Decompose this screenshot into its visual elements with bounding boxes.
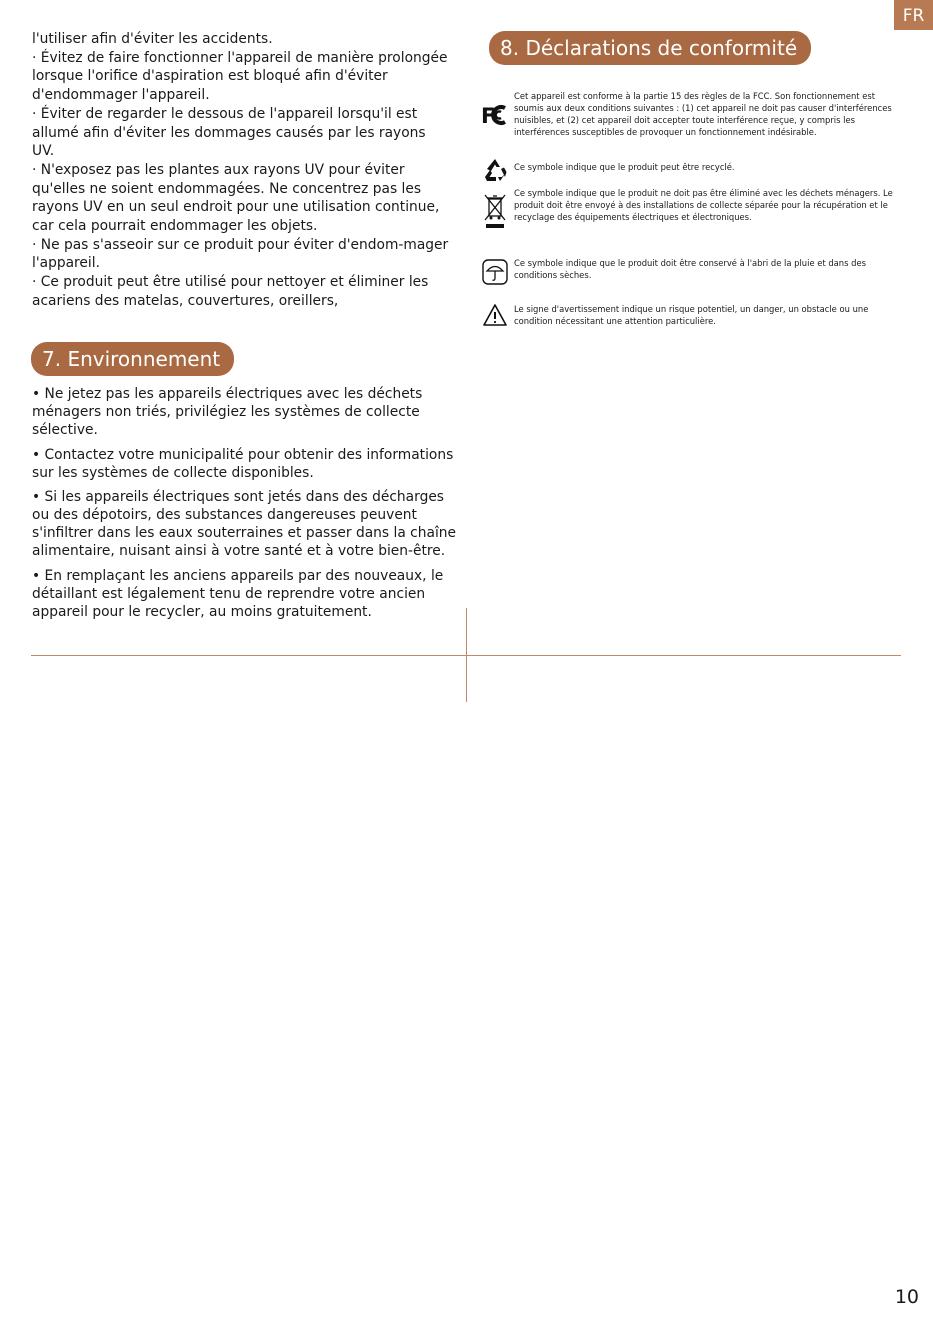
fcc-icon — [476, 90, 514, 126]
decl-text: Ce symbole indique que le produit peut être recyclé. — [514, 162, 735, 172]
paragraph: • En remplaçant les anciens appareils par des nouveaux, le détaillant est légalement tenu de reprendre votre ancien appareil pour le recycler, au moins gratuitement. — [32, 567, 444, 620]
umbrella-icon — [476, 257, 514, 285]
section-8-heading: 8. Déclarations de conformité — [489, 31, 811, 65]
decl-item-recycle — [476, 161, 896, 187]
paragraph: · Éviter de regarder le dessous de l'appareil lorsqu'il est allumé afin d'éviter les dommages causés par les rayons UV. — [32, 105, 426, 160]
paragraph: · Ne pas s'asseoir sur ce produit pour éviter d'endom-mager l'appareil. — [32, 236, 449, 272]
paragraph: · N'exposez pas les plantes aux rayons UV pour éviter qu'elles ne soient endommagées. Ne concentrez pas les rayons UV en un seul endroit pour une utilisation continue, car cela pourrait endommager les objets. — [32, 161, 440, 235]
language-tab: FR — [894, 0, 933, 30]
decl-item-umbrella — [476, 257, 896, 303]
page-number: 10 — [894, 1286, 919, 1308]
section-7-heading: 7. Environnement — [31, 342, 234, 376]
paragraph: • Ne jetez pas les appareils électriques avec les déchets ménagers non triés, privilégiez les systèmes de collecte sélective. — [32, 386, 423, 438]
decl-text: Le signe d'avertissement indique un risque potentiel, un danger, un obstacle ou une condition nécessitant une attention particulière. — [514, 304, 869, 326]
left-intro-text — [32, 30, 452, 311]
decl-item-fcc — [476, 90, 896, 150]
decl-item-warning — [476, 303, 896, 333]
paragraph: • Contactez votre municipalité pour obtenir des informations sur les systèmes de collecte disponibles. — [32, 446, 454, 481]
paragraph: · Ce produit peut être utilisé pour nettoyer et éliminer les acariens des matelas, couvertures, oreillers, — [32, 274, 429, 309]
paragraph: l'utiliser afin d'éviter les accidents. — [32, 31, 273, 47]
decl-text: Ce symbole indique que le produit doit être conservé à l'abri de la pluie et dans des conditions sèches. — [514, 258, 866, 280]
section-7-body — [32, 385, 457, 627]
decl-item-weee — [476, 187, 896, 257]
svg-text:F: F — [481, 104, 496, 126]
paragraph: • Si les appareils électriques sont jetés dans des décharges ou des dépotoirs, des substances dangereuses peuvent s'infiltrer dans les eaux souterraines et passer dans la chaîne alimentaire, nuisant ainsi à votre santé et à votre bien-être. — [32, 489, 457, 559]
recycle-icon — [476, 157, 514, 183]
decl-text: Ce symbole indique que le produit ne doit pas être éliminé avec les déchets ménagers. Le produit doit être envoyé à des installations de collecte séparée pour la récupération et le recyclage des équipements électriques et électroniques. — [514, 188, 893, 222]
paragraph: · Évitez de faire fonctionner l'appareil de manière prolongée lorsque l'orifice d'aspiration est bloqué afin d'éviter d'endommager l'appareil. — [32, 49, 448, 104]
warning-icon — [476, 303, 514, 327]
decl-text: Cet appareil est conforme à la partie 15 des règles de la FCC. Son fonctionnement est soumis aux deux conditions suivantes : (1) cet appareil ne doit pas causer d'interférences nuisibles, et (2) cet appareil doit accepter toute interférence reçue, y compris les interférences susceptibles de provoquer un fonctionnement indésirable. — [514, 91, 892, 137]
crossed-bin-icon — [476, 187, 514, 229]
vertical-divider — [466, 608, 467, 702]
section-8-body — [476, 90, 896, 333]
